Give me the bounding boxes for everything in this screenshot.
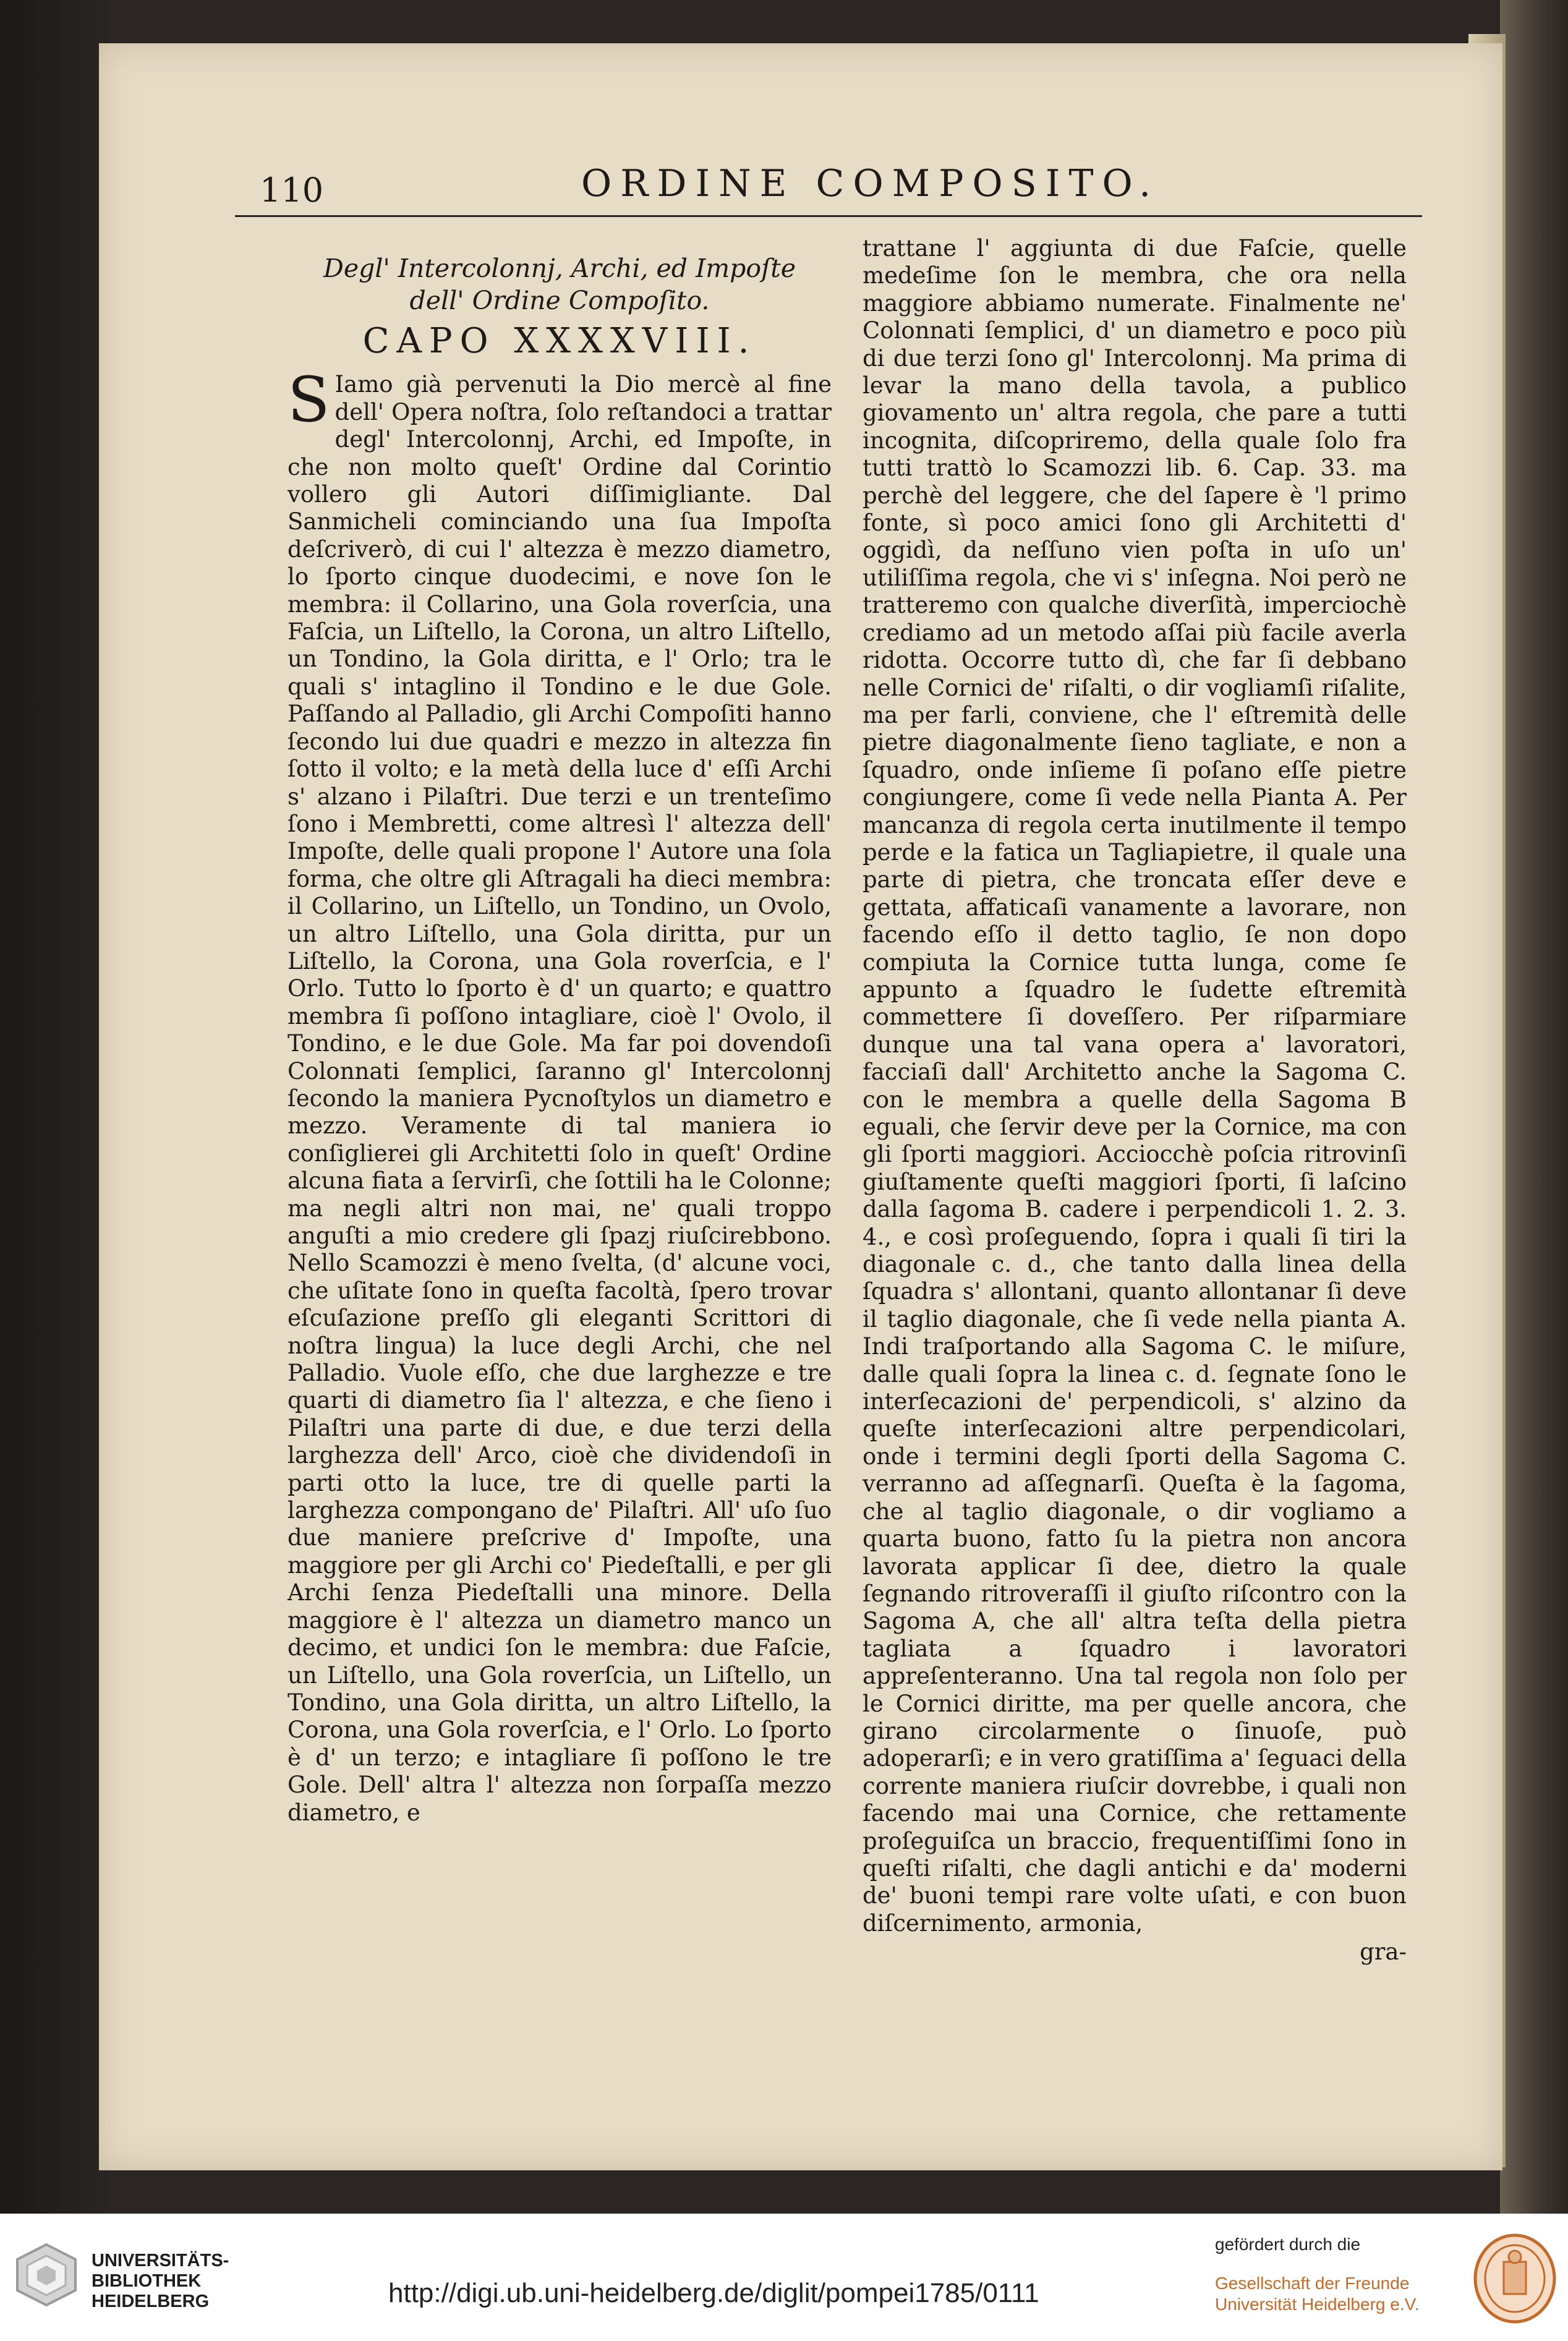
viewer-footer (0, 2214, 1568, 2341)
right-column (863, 235, 1407, 2152)
running-head (235, 146, 1447, 214)
page-number: 110 (260, 171, 324, 210)
library-name (92, 2251, 229, 2312)
university-library-logo (12, 2241, 80, 2309)
permalink-url[interactable]: http://digi.ub.uni-heidelberg.de/diglit/pompei1785/0111 (388, 2278, 1039, 2308)
left-body-text (288, 364, 832, 1827)
left-body-content: Iamo già pervenuti la Dio mercè al fine dell' Opera noſtra, ſolo reſtandoci a trattar degl' Intercolonnj, Archi, ed Impoſte, in che non molto queſt' Ordine dal Corintio vollero gli Autori diſſimigliante. Dal Sanmicheli cominciando una ſua Impoſta deſcriverò, di cui l' altezza è mezzo diametro, lo ſporto cinque duodecimi, e nove ſon le membra: il Collarino, una Gola roverſcia, una Faſcia, un Liſtello, la Corona, un altro Liſtello, un Tondino, la Gola diritta, e l' Orlo; tra le quali s' intaglino il Tondino e le due Gole. Paſſando al Palladio, gli Archi Compoſiti hanno ſecondo lui due quadri e mezzo in altezza fin ſotto il volto; e la metà della luce d' eſſi Archi s' alzano i Pilaſtri. Due terzi e un trenteſimo ſono i Membretti, come altresì l' altezza dell' Impoſte, delle quali propone l' Autore una ſola forma, che oltre gli Aſtragali ha dieci membra: il Collarino, un Liſtello, un Tondino, un Ovolo, un altro Liſtello, una Gola diritta, pur un Liſtello, la Corona, una Gola roverſcia, e l' Orlo. Tutto lo ſporto è d' un quarto; e quattro membra ſi poſſono intagliare, cioè l' Ovolo, il Tondino, e le due Gole. Ma far poi dovendoſi Colonnati ſemplici, ſaranno gl' Intercolonnj ſecondo la maniera Pycnoſtylos un diametro e mezzo. Veramente di tal maniera io conſiglierei gli Architetti ſolo in queſt' Ordine alcuna fiata a ſervirſi, che ſottili ha le Colonne; ma negli altri non mai, ne' quali troppo anguſti a mio credere gli ſpazj riuſcirebbono. Nello Scamozzi è meno ſvelta, (d' alcune voci, che uſitate ſono in queſta facoltà, ſpero trovar eſcuſazione preſſo gli eleganti Scrittori di noſtra lingua) la luce degli Archi, che nel Palladio. Vuole eſſo, che due larghezze e tre quarti di diametro ſia l' altezza, e che ſieno i Pilaſtri una parte di due, e due terzi della larghezza dell' Arco, cioè che dividendoſi in parti otto la luce, tre di quelle parti la larghezza compongano de' Pilaſtri. All' uſo ſuo due maniere preſcrive d' Impoſte, una maggiore per gli Archi co' Piedeſtalli, e per gli Archi ſenza Piedeſtalli una minore. Della maggiore è l' altezza un diametro manco un decimo, et undici ſon le membra: due Faſcie, un Liſtello, una Gola roverſcia, un Liſtello, un Tondino, una Gola diritta, un altro Liſtello, la Corona, una Gola roverſcia, e l' Orlo. Lo ſporto è d' un terzo; e intagliare ſi poſſono le tre Gole. Dell' altra l' altezza non ſorpaſſa mezzo diametro, e (288, 371, 832, 1826)
handwritten-margin-notes (1472, 223, 1499, 779)
sponsor-intro: gefördert durch die (1215, 2235, 1361, 2254)
library-name-line: BIBLIOTHEK (92, 2271, 202, 2291)
sponsor-name (1215, 2273, 1419, 2315)
drop-cap: S (288, 364, 330, 437)
book-gutter-shadow (0, 0, 111, 2214)
book-right-edge (1500, 0, 1568, 2214)
left-column (288, 235, 832, 2152)
subtitle-line: Degl' Intercolonnj, Archi, ed Impoſte (323, 254, 796, 283)
header-rule (235, 215, 1422, 217)
running-title: ORDINE COMPOSITO. (581, 162, 1160, 205)
library-name-line: UNIVERSITÄTS- (92, 2251, 229, 2271)
subtitle-line: dell' Ordine Compoſito. (409, 286, 710, 315)
university-seal-icon (1472, 2232, 1558, 2325)
sponsor-line: Universität Heidelberg e.V. (1215, 2295, 1420, 2314)
catchword: gra- (1360, 1938, 1407, 1966)
sponsor-line: Gesellschaft der Freunde (1215, 2274, 1410, 2293)
library-name-line: HEIDELBERG (92, 2292, 210, 2311)
right-body-text: trattane l' aggiunta di due Faſcie, quelle medeſime ſon le membra, che ora nella maggiore abbiamo numerate. Finalmente ne' Colonnati ſemplici, d' un diametro e poco più di due terzi ſono gl' Intercolonnj. Ma prima di levar la mano della tavola, a publico giovamento un' altra regola, che pare a tutti incognita, diſcopriremo, della quale ſolo fra tutti trattò lo Scamozzi lib. 6. Cap. 33. ma perchè del leggere, che del ſapere è 'l primo fonte, sì poco amici ſono gli Architetti d' oggidì, da neſſuno vien poſta in uſo un' utiliſſima regola, che vi s' inſegna. Noi però ne tratteremo con qualche diverſità, imperciochè crediamo ad un metodo aſſai più facile averla ridotta. Occorre tutto dì, che far ſi debbano nelle Cornici de' riſalti, o dir vogliamſi riſalite, ma per farli, conviene, che l' eſtremità delle pietre diagonalmente ſieno tagliate, e non a ſquadro, onde inſieme ſi poſano eſſe pietre congiungere, come ſi vede nella Pianta A. Per mancanza di regola certa inutilmente il tempo perde e la fatica un Tagliapietre, il quale una parte di pietra, che troncata eſſer deve e gettata, affaticaſi vanamente a lavorare, non facendo eſſo il detto taglio, ſe non dopo compiuta la Cornice tutta lunga, come ſe appunto a ſquadro le ſudette eſtremità commettere ſi doveſſero. Per riſparmiare dunque una tal vana opera a' lavoratori, facciaſi dall' Architetto anche la Sagoma C. con le membra a quelle della Sagoma B eguali, che ſervir deve per la Cornice, ma con gli ſporti maggiori. Acciocchè poſcia ritrovinſi giuſtamente queſti maggiori ſporti, ſi laſcino dalla ſagoma B. cadere i perpendicoli 1. 2. 3. 4., e così proſeguendo, ſopra i quali ſi tiri la diagonale c. d., che tanto dalla linea della ſquadra s' allontani, quanto allontanar ſi deve il taglio diagonale, che ſi vede nella pianta A. Indi traſportando alla Sagoma C. le miſure, dalle quali ſopra la linea c. d. ſegnate ſono le interſecazioni de' perpendicoli, s' alzino da queſte interſecazioni altre perpendicolari, onde i termini degli ſporti della Sagoma C. verranno ad aſſegnarſi. Queſta è la ſagoma, che al taglio diagonale, o dir vogliamo a quarta buono, fatto ſu la pietra non ancora lavorata applicar ſi dee, dietro la quale ſegnando ritroveraſſi il giuſto riſcontro con la Sagoma A, che all' altra teſta della pietra tagliata a ſquadro i lavoratori appreſenteranno. Una tal regola non ſolo per le Cornici diritte, ma per quelle ancora, che girano circolarmente o ſinuoſe, può adoperarſi; e in vero gratiſſima a' ſeguaci della corrente maniera riuſcir dovrebbe, i quali non facendo mai una Cornice, che rettamente proſeguiſca un braccio, frequentiſſimi ſono in queſti riſalti, che dagli antichi e da' moderni de' buoni tempi rare volte uſati, e con buon diſcernimento, armonia, (863, 235, 1407, 1937)
section-subtitle (288, 252, 832, 317)
chapter-heading: CAPO XXXXVIII. (362, 321, 757, 361)
